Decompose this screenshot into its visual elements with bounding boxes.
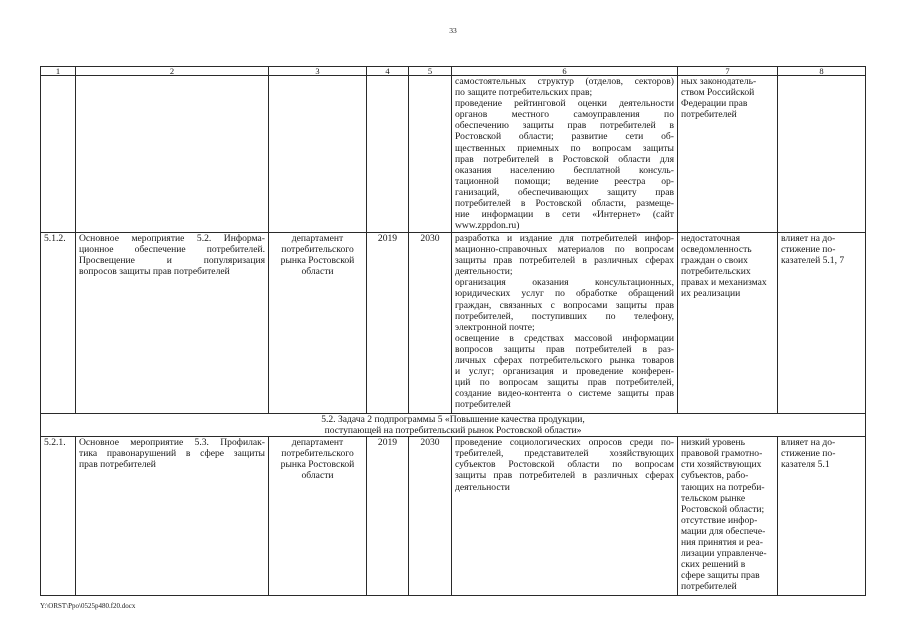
activity-text-line: освещение в средствах массовой информации [455, 332, 674, 344]
executor-line: области [301, 266, 334, 278]
section-row [41, 414, 866, 437]
consequence-text-line: низкий уровень [681, 437, 746, 449]
consequence-text-line: ством Российской [681, 87, 755, 99]
activities-cell [452, 437, 678, 596]
activity-text-line: проведение социологических опросов среди по- [455, 437, 674, 449]
consequences-cell [678, 233, 778, 414]
column-number: 8 [778, 67, 866, 76]
consequence-text-line: ских решений в [681, 559, 746, 571]
measure-name-line: тика правонарушений в сфере защиты [79, 448, 265, 460]
activity-text-line: ганизаций, обеспечивающих защиту прав [455, 186, 674, 198]
activity-text-line: разработка и издание для потребителей инфор- [455, 233, 674, 244]
consequence-text-line: лизации управленче- [681, 548, 767, 560]
activity-text-line: проведение рейтинговой оценки деятельности [455, 98, 674, 110]
program-measures-table [40, 66, 866, 596]
consequence-text-line: ния принятия и реа- [681, 537, 763, 549]
consequence-text-line: недостаточная [681, 233, 741, 244]
activity-text-line: деятельности [455, 481, 510, 493]
activities-cell [452, 76, 678, 233]
consequence-text-line: отсутствие инфор- [681, 514, 758, 526]
indicators-cell [778, 76, 866, 233]
column-number: 7 [678, 67, 778, 76]
page-number: 33 [449, 26, 457, 35]
executor-line: рынка Ростовской [280, 255, 355, 267]
row-number-cell: 5.1.2. [41, 233, 76, 414]
column-number: 6 [452, 67, 678, 76]
consequence-text-line: тельском рынке [681, 492, 746, 504]
indicator-text-line: стижение по- [781, 244, 836, 256]
indicator-text-line: влияет на до- [781, 437, 836, 449]
consequence-text-line: мации для обеспече- [681, 525, 766, 537]
row-number-cell [41, 76, 76, 233]
column-number: 5 [409, 67, 452, 76]
activity-text-line: по защите потребительских прав; [455, 87, 593, 99]
activity-text-line: требителей, представителей хозяйствующих [455, 448, 674, 460]
activity-text-line: личных сферах потребительского рынка товаров [455, 355, 674, 367]
activity-text-line: граждан, связанных с вопросами защиты прав [455, 299, 674, 311]
measure-name-line: Основное мероприятие 5.2. Информа- [79, 233, 265, 244]
consequence-text-line: их реализации [681, 288, 741, 300]
executor-line: потребительского [281, 244, 354, 256]
measure-name-line: ционное обеспечение потребителей. [79, 244, 265, 256]
activity-text-line: органов местного самоуправления по [455, 109, 674, 121]
activity-text-line: потребителей [455, 399, 511, 411]
activity-text-line: вопросов защиты прав потребителей в раз- [455, 343, 674, 355]
activities-cell [452, 233, 678, 414]
executor-cell [269, 437, 367, 596]
measure-name-line: прав потребителей [79, 459, 156, 471]
activity-text-line: прав потребителей в Ростовской области для [455, 153, 674, 165]
consequence-text-line: сти хозяйствующих [681, 459, 762, 471]
row-number-cell: 5.2.1. [41, 437, 76, 596]
activity-text-line: тационной помощи; ведение реестра ор- [455, 175, 674, 187]
indicators-cell [778, 437, 866, 596]
executor-cell [269, 76, 367, 233]
end-year-cell [409, 76, 452, 233]
section-heading-line: поступающей на потребительский рынок Ростовской области» [324, 425, 582, 437]
indicator-text-line: казателей 5.1, 7 [781, 255, 845, 267]
indicators-cell [778, 233, 866, 414]
indicator-text-line: стижение по- [781, 448, 836, 460]
activity-text-line: деятельности; [455, 266, 513, 278]
start-year-cell: 2019 [367, 437, 409, 596]
executor-line: департамент [291, 437, 344, 449]
activity-text-line: самостоятельных структур (отделов, секторов) [455, 76, 674, 87]
activity-text-line: электронной почте; [455, 321, 535, 333]
consequence-text-line: граждан о своих [681, 255, 748, 267]
measure-name-line: Просвещение и популяризация [79, 255, 265, 267]
end-year-cell: 2030 [409, 233, 452, 414]
measure-name-line: вопросов защиты прав потребителей [79, 266, 230, 278]
consequence-text-line: Федерации прав [681, 98, 748, 110]
activity-text-line: мационно-справочных материалов по вопросам [455, 244, 674, 256]
measure-name-cell [76, 437, 269, 596]
consequence-text-line: сфере защиты прав [681, 570, 760, 582]
executor-line: департамент [291, 233, 344, 244]
column-number: 3 [269, 67, 367, 76]
activity-text-line: оказания населению бесплатной консуль- [455, 164, 674, 176]
activity-text-line: юридических услуг по обработке обращений [455, 288, 674, 300]
consequence-text-line: потребителей [681, 109, 737, 121]
table-row [41, 437, 866, 596]
consequences-cell [678, 437, 778, 596]
activity-text-line: ций по вопросам защиты прав потребителей, [455, 377, 674, 389]
measure-name-cell [76, 76, 269, 233]
measure-name-line: Основное мероприятие 5.3. Профилак- [79, 437, 265, 449]
activity-text-line: потребителей, поступивших по телефону, [455, 310, 674, 322]
activity-text-line: субъектов Ростовской области по вопросам [455, 459, 674, 471]
column-number: 2 [76, 67, 269, 76]
executor-line: потребительского [281, 448, 354, 460]
activity-text-line: обеспечению защиты прав потребителей в [455, 120, 674, 132]
start-year-cell [367, 76, 409, 233]
activity-text-line: защиты прав потребителей в различных сферах [455, 255, 674, 267]
table-row-continued [41, 76, 866, 233]
activity-text-line: щественных приемных по вопросам защиты [455, 142, 674, 154]
executor-cell [269, 233, 367, 414]
activity-text-line: защиты прав потребителей в различных сферах [455, 470, 674, 482]
consequence-text-line: правовой грамотно- [681, 448, 763, 460]
activity-text-line: ние информации в сети «Интернет» (сайт [455, 209, 674, 221]
consequence-text-line: правах и механизмах [681, 277, 767, 289]
consequence-text-line: потребительских [681, 266, 751, 278]
activity-text-line: организация оказания консультационных, [455, 277, 674, 289]
executor-line: рынка Ростовской [280, 459, 355, 471]
indicator-text-line: влияет на до- [781, 233, 836, 244]
column-number-row [41, 67, 866, 76]
activity-text-line: Ростовской области; развитие сети об- [455, 131, 674, 143]
consequence-text-line: тающих на потреби- [681, 481, 765, 493]
task-section-heading [41, 414, 866, 437]
activity-text-line: создание видео-контента о системе защиты прав [455, 388, 674, 400]
file-path-footer: Y:\ORST\Ppo\0525p480.f20.docx [40, 602, 136, 610]
activity-text-line: потребителей в Ростовской области, размеще- [455, 198, 674, 210]
measure-name-cell [76, 233, 269, 414]
end-year-cell: 2030 [409, 437, 452, 596]
indicator-text-line: казателя 5.1 [781, 459, 830, 471]
consequence-text-line: Ростовской области; [681, 503, 765, 515]
consequence-text-line: ных законодатель- [681, 76, 757, 87]
start-year-cell: 2019 [367, 233, 409, 414]
activity-text-line: и услуг; организация и проведение конферен- [455, 366, 674, 378]
column-number: 4 [367, 67, 409, 76]
section-heading-line: 5.2. Задача 2 подпрограммы 5 «Повышение качества продукции, [321, 414, 585, 425]
consequence-text-line: осведомленность [681, 244, 752, 256]
consequence-text-line: субъектов, рабо- [681, 470, 749, 482]
executor-line: области [301, 470, 334, 482]
consequence-text-line: потребителей [681, 581, 737, 593]
activity-text-line: www.zppdon.ru) [455, 220, 520, 232]
column-number: 1 [41, 67, 76, 76]
table-row [41, 233, 866, 414]
consequences-cell [678, 76, 778, 233]
